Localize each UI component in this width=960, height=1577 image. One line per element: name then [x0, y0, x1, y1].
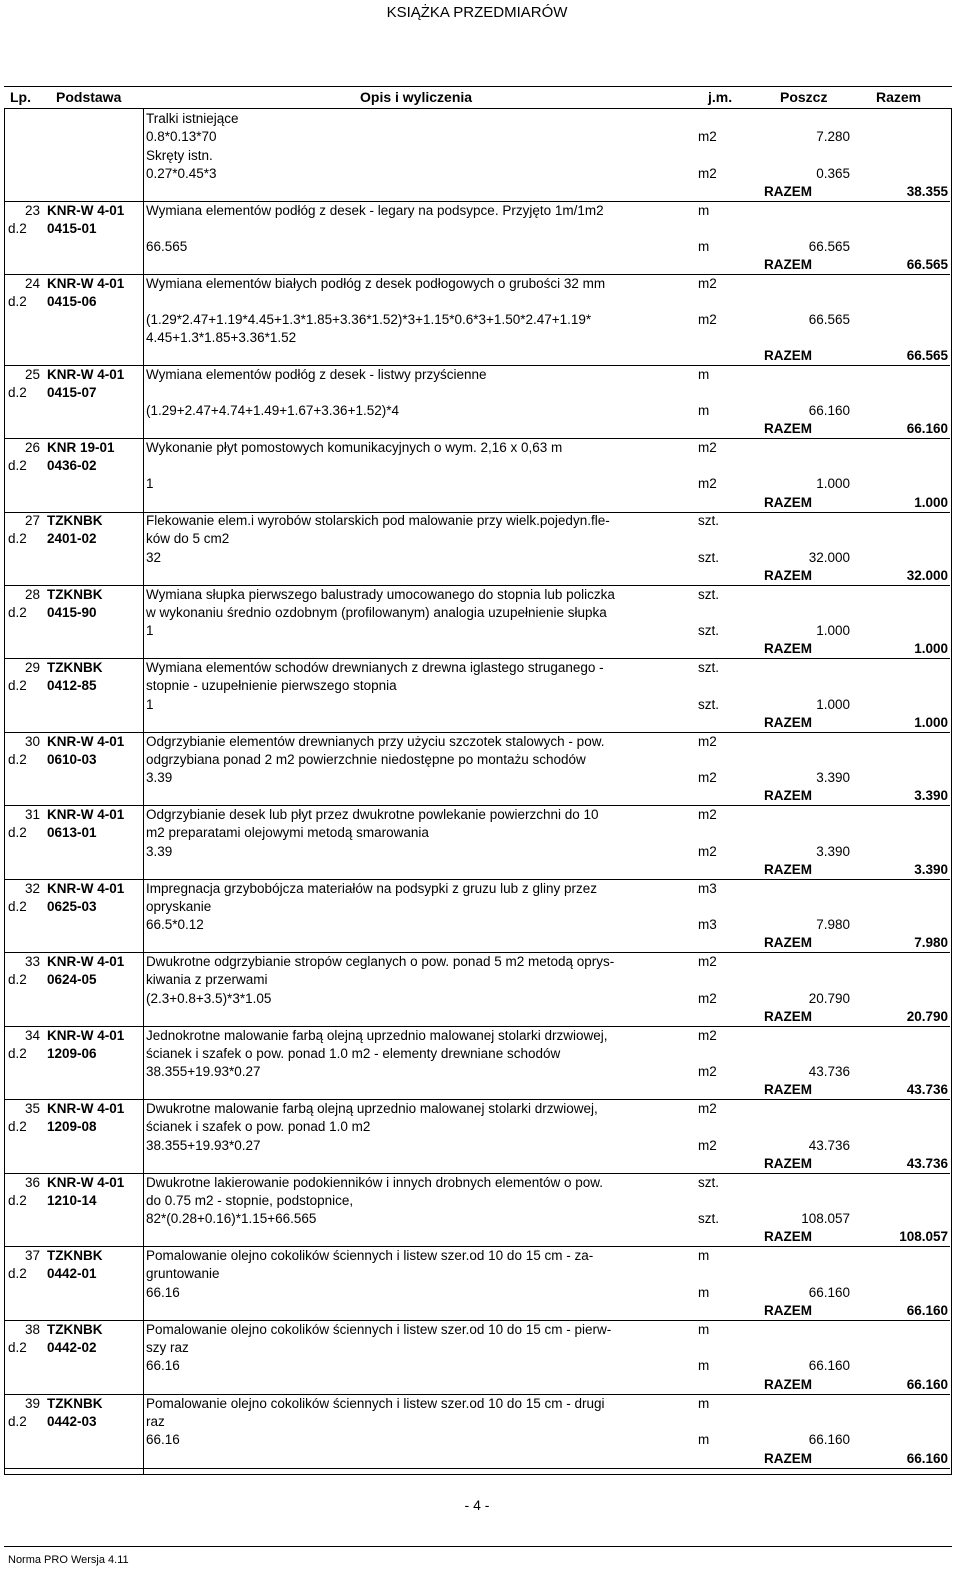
- item-basis-code: 0624-05: [47, 972, 97, 987]
- item-basis-code: KNR-W 4-01: [47, 1175, 125, 1190]
- item-section: d.2: [8, 899, 27, 914]
- item-description: 66.16: [146, 1285, 180, 1300]
- item-basis-code: KNR-W 4-01: [47, 954, 125, 969]
- item-description: 82*(0.28+0.16)*1.15+66.565: [146, 1211, 317, 1226]
- item-description: Pomalowanie olejno cokolików ściennych i listew szer.od 10 do 15 cm - pierw-: [146, 1322, 612, 1337]
- item-separator: [4, 1468, 950, 1469]
- item-basis-code: 0442-01: [47, 1266, 97, 1281]
- item-unit: m2: [698, 476, 717, 491]
- item-description: 66.16: [146, 1358, 180, 1373]
- software-version: Norma PRO Wersja 4.11: [8, 1554, 129, 1566]
- item-basis-code: KNR-W 4-01: [47, 276, 125, 291]
- item-basis-code: 0613-01: [47, 825, 97, 840]
- razem-value: 66.565: [906, 257, 948, 272]
- item-unit: m: [698, 1396, 710, 1411]
- razem-label: RAZEM: [764, 1156, 812, 1171]
- item-section: d.2: [8, 1193, 27, 1208]
- item-section: d.2: [8, 385, 27, 400]
- item-quantity: 0.365: [816, 166, 850, 181]
- item-basis-code: 0415-06: [47, 294, 97, 309]
- item-section: d.2: [8, 825, 27, 840]
- item-number: 23: [24, 203, 40, 218]
- item-quantity: 1.000: [816, 623, 850, 638]
- footer-rule: [4, 1546, 952, 1547]
- item-quantity: 66.565: [808, 312, 850, 327]
- item-section: d.2: [8, 1340, 27, 1355]
- item-unit: szt.: [698, 550, 720, 565]
- item-description: m2 preparatami olejowymi metodą smarowania: [146, 825, 429, 840]
- item-number: 27: [24, 513, 40, 528]
- item-section: d.2: [8, 294, 27, 309]
- item-description: Wymiana elementów białych podłóg z desek podłogowych o grubości 32 mm: [146, 276, 606, 291]
- item-description: 66.16: [146, 1432, 180, 1447]
- item-basis-code: KNR 19-01: [47, 440, 115, 455]
- razem-value: 43.736: [906, 1082, 948, 1097]
- item-description: gruntowanie: [146, 1266, 220, 1281]
- item-section: d.2: [8, 458, 27, 473]
- item-number: 33: [24, 954, 40, 969]
- item-description: Dwukrotne odgrzybianie stropów ceglanych o pow. ponad 5 m2 metodą oprys-: [146, 954, 615, 969]
- item-quantity: 32.000: [808, 550, 850, 565]
- item-description: 3.39: [146, 770, 173, 785]
- razem-label: RAZEM: [764, 641, 812, 656]
- item-description: w wykonaniu średnio ozdobnym (profilowanym) analogia uzupełnienie słupka: [146, 605, 607, 620]
- item-unit: szt.: [698, 1175, 720, 1190]
- item-description: ków do 5 cm2: [146, 531, 230, 546]
- razem-label: RAZEM: [764, 715, 812, 730]
- item-unit: m2: [698, 1064, 717, 1079]
- item-description: 66.5*0.12: [146, 917, 204, 932]
- razem-value: 1.000: [914, 641, 948, 656]
- page-title: KSIĄŻKA PRZEDMIARÓW: [386, 4, 568, 21]
- item-unit: m2: [698, 1028, 717, 1043]
- razem-label: RAZEM: [764, 1229, 812, 1244]
- header-top-rule: [4, 86, 952, 87]
- item-number: 29: [24, 660, 40, 675]
- item-basis-code: KNR-W 4-01: [47, 881, 125, 896]
- item-number: 30: [24, 734, 40, 749]
- item-description: kiwania z przerwami: [146, 972, 268, 987]
- item-section: d.2: [8, 678, 27, 693]
- item-basis-code: 0442-03: [47, 1414, 97, 1429]
- item-basis-code: 1209-08: [47, 1119, 97, 1134]
- item-number: 25: [24, 367, 40, 382]
- item-quantity: 66.160: [808, 1285, 850, 1300]
- razem-value: 66.160: [906, 421, 948, 436]
- item-basis-code: 1209-06: [47, 1046, 97, 1061]
- item-description: raz: [146, 1414, 165, 1429]
- item-description: opryskanie: [146, 899, 212, 914]
- item-basis-code: TZKNBK: [47, 1396, 103, 1411]
- item-description: ścianek i szafek o pow. ponad 1.0 m2: [146, 1119, 371, 1134]
- item-quantity: 66.565: [808, 239, 850, 254]
- item-section: d.2: [8, 1119, 27, 1134]
- razem-value: 66.565: [906, 348, 948, 363]
- item-basis-code: 0415-90: [47, 605, 97, 620]
- razem-label: RAZEM: [764, 1451, 812, 1466]
- item-number: 35: [24, 1101, 40, 1116]
- item-description: 38.355+19.93*0.27: [146, 1138, 261, 1153]
- item-unit: m: [698, 1322, 710, 1337]
- item-description: Dwukrotne lakierowanie podokienników i innych drobnych elementów o pow.: [146, 1175, 604, 1190]
- item-number: 38: [24, 1322, 40, 1337]
- item-quantity: 108.057: [801, 1211, 850, 1226]
- item-basis-code: 0436-02: [47, 458, 97, 473]
- razem-label: RAZEM: [764, 257, 812, 272]
- item-unit: m2: [698, 954, 717, 969]
- item-basis-code: KNR-W 4-01: [47, 367, 125, 382]
- item-description: odgrzybiana ponad 2 m2 powierzchnie niedostępne po montażu schodów: [146, 752, 586, 767]
- item-section: d.2: [8, 972, 27, 987]
- item-number: 39: [24, 1396, 40, 1411]
- item-unit: m: [698, 1432, 710, 1447]
- item-basis-code: KNR-W 4-01: [47, 734, 125, 749]
- item-quantity: 7.980: [816, 917, 850, 932]
- razem-label: RAZEM: [764, 421, 812, 436]
- item-unit: m: [698, 203, 710, 218]
- item-quantity: 20.790: [808, 991, 850, 1006]
- item-quantity: 66.160: [808, 403, 850, 418]
- item-basis-code: TZKNBK: [47, 513, 103, 528]
- item-basis-code: 0442-02: [47, 1340, 97, 1355]
- item-quantity: 66.160: [808, 1358, 850, 1373]
- item-description: 66.565: [146, 239, 188, 254]
- razem-value: 3.390: [914, 862, 948, 877]
- item-quantity: 3.390: [816, 844, 850, 859]
- item-description: Tralki istniejące: [146, 111, 239, 126]
- razem-value: 43.736: [906, 1156, 948, 1171]
- item-description: 38.355+19.93*0.27: [146, 1064, 261, 1079]
- item-description: Jednokrotne malowanie farbą olejną uprzednio malowanej stolarki drzwiowej,: [146, 1028, 608, 1043]
- header-opis: Opis i wyliczenia: [360, 89, 473, 105]
- item-description: Odgrzybianie desek lub płyt przez dwukrotne powlekanie powierzchni do 10: [146, 807, 599, 822]
- item-quantity: 1.000: [816, 697, 850, 712]
- item-number: 32: [24, 881, 40, 896]
- item-unit: m2: [698, 844, 717, 859]
- razem-label: RAZEM: [764, 862, 812, 877]
- item-unit: szt.: [698, 697, 720, 712]
- header-razem: Razem: [876, 89, 922, 105]
- item-unit: m: [698, 239, 710, 254]
- razem-value: 66.160: [906, 1451, 948, 1466]
- razem-value: 20.790: [906, 1009, 948, 1024]
- razem-label: RAZEM: [764, 788, 812, 803]
- item-unit: szt.: [698, 513, 720, 528]
- razem-label: RAZEM: [764, 1303, 812, 1318]
- item-unit: szt.: [698, 1211, 720, 1226]
- item-quantity: 66.160: [808, 1432, 850, 1447]
- item-number: 24: [24, 276, 40, 291]
- item-description: (2.3+0.8+3.5)*3*1.05: [146, 991, 272, 1006]
- item-basis-code: 0415-07: [47, 385, 97, 400]
- item-basis-code: KNR-W 4-01: [47, 807, 125, 822]
- item-basis-code: KNR-W 4-01: [47, 203, 125, 218]
- item-basis-code: TZKNBK: [47, 1322, 103, 1337]
- header-poszcz: Poszcz: [780, 89, 828, 105]
- item-description: 32: [146, 550, 162, 565]
- razem-value: 66.160: [906, 1303, 948, 1318]
- item-description: Odgrzybianie elementów drewnianych przy użyciu szczotek stalowych - pow.: [146, 734, 605, 749]
- item-description: 1: [146, 697, 154, 712]
- item-unit: m2: [698, 276, 717, 291]
- razem-value: 32.000: [906, 568, 948, 583]
- item-unit: m2: [698, 991, 717, 1006]
- item-unit: m2: [698, 129, 717, 144]
- item-number: 34: [24, 1028, 40, 1043]
- item-description: (1.29+2.47+4.74+1.49+1.67+3.36+1.52)*4: [146, 403, 399, 418]
- item-description: do 0.75 m2 - stopnie, podstopnice,: [146, 1193, 354, 1208]
- item-description: 1: [146, 476, 154, 491]
- item-section: d.2: [8, 1266, 27, 1281]
- item-basis-code: KNR-W 4-01: [47, 1101, 125, 1116]
- item-basis-code: 0625-03: [47, 899, 97, 914]
- item-unit: m3: [698, 881, 717, 896]
- item-description: Wykonanie płyt pomostowych komunikacyjnych o wym. 2,16 x 0,63 m: [146, 440, 563, 455]
- item-basis-code: TZKNBK: [47, 587, 103, 602]
- column-divider: [143, 108, 144, 1474]
- item-basis-code: 1210-14: [47, 1193, 97, 1208]
- item-description: Skręty istn.: [146, 148, 213, 163]
- item-description: 0.8*0.13*70: [146, 129, 217, 144]
- item-unit: m2: [698, 1101, 717, 1116]
- item-unit: m2: [698, 1138, 717, 1153]
- razem-value: 108.057: [899, 1229, 948, 1244]
- item-description: 3.39: [146, 844, 173, 859]
- item-description: Wymiana elementów podłóg z desek - listwy przyścienne: [146, 367, 487, 382]
- item-unit: m2: [698, 770, 717, 785]
- item-description: Wymiana elementów schodów drewnianych z drewna iglastego struganego -: [146, 660, 604, 675]
- item-basis-code: 0412-85: [47, 678, 97, 693]
- item-unit: m: [698, 1248, 710, 1263]
- item-description: 0.27*0.45*3: [146, 166, 217, 181]
- item-basis-code: 0415-01: [47, 221, 97, 236]
- razem-value: 38.355: [906, 184, 948, 199]
- razem-value: 66.160: [906, 1377, 948, 1392]
- item-section: d.2: [8, 221, 27, 236]
- razem-value: 7.980: [914, 935, 948, 950]
- header-podstawa: Podstawa: [56, 89, 122, 105]
- razem-label: RAZEM: [764, 348, 812, 363]
- item-unit: m: [698, 1285, 710, 1300]
- razem-label: RAZEM: [764, 1009, 812, 1024]
- item-number: 37: [24, 1248, 40, 1263]
- item-description: Pomalowanie olejno cokolików ściennych i listew szer.od 10 do 15 cm - drugi: [146, 1396, 605, 1411]
- item-description: (1.29*2.47+1.19*4.45+1.3*1.85+3.36*1.52)*3+1.15*0.6*3+1.50*2.47+1.19*: [146, 312, 592, 327]
- item-description: ścianek i szafek o pow. ponad 1.0 m2 - elementy drewniane schodów: [146, 1046, 561, 1061]
- item-number: 31: [24, 807, 40, 822]
- item-basis-code: 0610-03: [47, 752, 97, 767]
- item-unit: m2: [698, 734, 717, 749]
- item-unit: m2: [698, 807, 717, 822]
- item-section: d.2: [8, 752, 27, 767]
- item-unit: m2: [698, 312, 717, 327]
- razem-value: 3.390: [914, 788, 948, 803]
- table-header: [4, 88, 952, 108]
- page-number: - 4 -: [464, 1497, 490, 1513]
- item-unit: szt.: [698, 660, 720, 675]
- item-unit: m: [698, 403, 710, 418]
- item-number: 28: [24, 587, 40, 602]
- item-section: d.2: [8, 531, 27, 546]
- item-unit: szt.: [698, 587, 720, 602]
- item-quantity: 1.000: [816, 476, 850, 491]
- item-quantity: 43.736: [808, 1138, 850, 1153]
- item-unit: szt.: [698, 623, 720, 638]
- item-description: Wymiana słupka pierwszego balustrady umocowanego do stopnia lub policzka: [146, 587, 615, 602]
- razem-value: 1.000: [914, 495, 948, 510]
- item-section: d.2: [8, 1414, 27, 1429]
- item-unit: m: [698, 1358, 710, 1373]
- razem-label: RAZEM: [764, 568, 812, 583]
- header-jm: j.m.: [708, 89, 733, 105]
- razem-value: 1.000: [914, 715, 948, 730]
- item-section: d.2: [8, 1046, 27, 1061]
- item-basis-code: TZKNBK: [47, 660, 103, 675]
- item-description: Flekowanie elem.i wyrobów stolarskich pod malowanie przy wielk.pojedyn.fle-: [146, 513, 610, 528]
- item-description: stopnie - uzupełnienie pierwszego stopnia: [146, 678, 397, 693]
- razem-label: RAZEM: [764, 495, 812, 510]
- item-unit: m: [698, 367, 710, 382]
- item-unit: m2: [698, 166, 717, 181]
- item-basis-code: TZKNBK: [47, 1248, 103, 1263]
- item-description: Impregnacja grzybobójcza materiałów na podsypki z gruzu lub z gliny przez: [146, 881, 597, 896]
- razem-label: RAZEM: [764, 1082, 812, 1097]
- item-description: 4.45+1.3*1.85+3.36*1.52: [146, 330, 297, 345]
- item-description: Pomalowanie olejno cokolików ściennych i listew szer.od 10 do 15 cm - za-: [146, 1248, 594, 1263]
- razem-label: RAZEM: [764, 1377, 812, 1392]
- item-quantity: 43.736: [808, 1064, 850, 1079]
- item-description: Dwukrotne malowanie farbą olejną uprzednio malowanej stolarki drzwiowej,: [146, 1101, 598, 1116]
- item-unit: m2: [698, 440, 717, 455]
- item-basis-code: KNR-W 4-01: [47, 1028, 125, 1043]
- item-quantity: 3.390: [816, 770, 850, 785]
- item-description: 1: [146, 623, 154, 638]
- item-unit: m3: [698, 917, 717, 932]
- header-lp: Lp.: [10, 89, 31, 105]
- item-quantity: 7.280: [816, 129, 850, 144]
- razem-label: RAZEM: [764, 184, 812, 199]
- item-description: Wymiana elementów podłóg z desek - legary na podsypce. Przyjęto 1m/1m2: [146, 203, 604, 218]
- item-section: d.2: [8, 605, 27, 620]
- razem-label: RAZEM: [764, 935, 812, 950]
- item-basis-code: 2401-02: [47, 531, 97, 546]
- item-description: szy raz: [146, 1340, 189, 1355]
- item-number: 26: [24, 440, 40, 455]
- item-number: 36: [24, 1175, 40, 1190]
